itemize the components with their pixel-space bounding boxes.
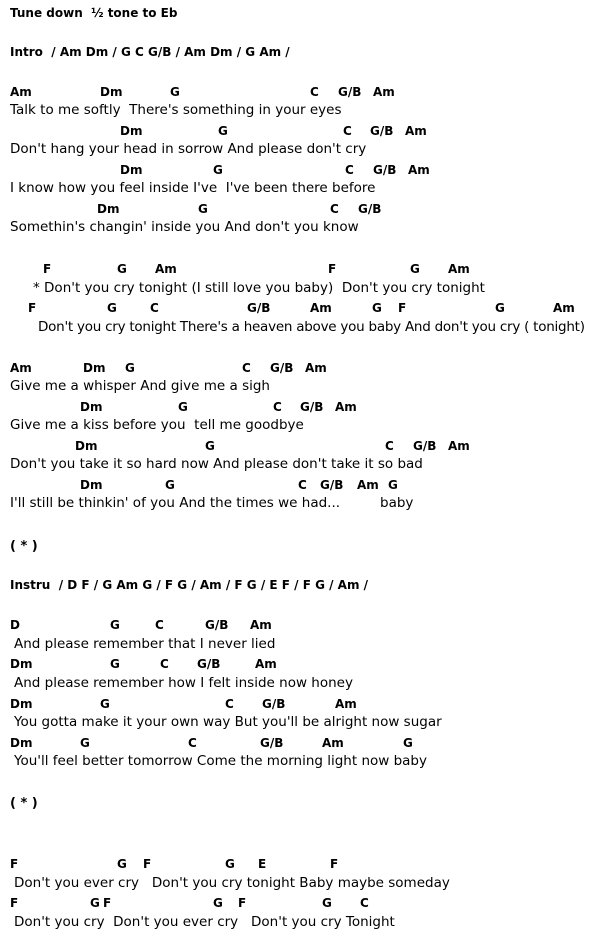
chord: Am	[255, 657, 277, 671]
chord: G	[213, 896, 223, 910]
chord: G/B	[373, 163, 397, 177]
lyric-line: Don't you cry tonight There's a heaven above you baby And don't you cry ( tonight)	[38, 319, 585, 335]
chord: F	[10, 857, 19, 871]
chord: F	[328, 262, 337, 276]
chord: G/B	[370, 124, 394, 138]
chord: G	[410, 262, 420, 276]
chord: G/B	[300, 400, 324, 414]
chord: F	[398, 301, 407, 315]
chord: Dm	[83, 361, 106, 375]
lyric-line: Somethin's changin' inside you And don't you know	[10, 219, 359, 235]
chord: Am	[155, 262, 177, 276]
lyric-line: Give me a whisper And give me a sigh	[10, 378, 270, 394]
chord: Dm	[10, 697, 33, 711]
chord: Am	[553, 301, 575, 315]
chord: C	[345, 163, 354, 177]
chord: G	[125, 361, 135, 375]
lyric-line: Don't hang your head in sorrow And please don't cry	[10, 141, 367, 157]
chord: G	[100, 697, 110, 711]
chorus-reference: ( * )	[10, 796, 38, 811]
lyric-line: Don't you take it so hard now And please don't take it so bad	[10, 456, 423, 472]
chord: Am	[448, 439, 470, 453]
chord: Dm	[100, 85, 123, 99]
chord: G	[225, 857, 235, 871]
chord: C	[298, 478, 307, 492]
chord: Am	[357, 478, 379, 492]
chord: G	[178, 400, 188, 414]
lyric-line: And please remember that I never lied	[14, 636, 276, 652]
chord: G/B	[413, 439, 437, 453]
lyric-line: I know how you feel inside I've I've been there before	[10, 180, 376, 196]
chord: G	[198, 202, 208, 216]
chord: E	[258, 857, 267, 871]
chord: D	[10, 618, 20, 632]
chord: C	[225, 697, 234, 711]
chord: Dm	[80, 478, 103, 492]
chorus-reference: ( * )	[10, 539, 38, 554]
chord: C	[273, 400, 282, 414]
chord: G	[80, 736, 90, 750]
chord: Am	[373, 85, 395, 99]
chord: Dm	[10, 736, 33, 750]
chord: G/B	[270, 361, 294, 375]
chord: G	[117, 262, 127, 276]
lyric-line: Don't you ever cry Don't you cry tonight Baby maybe someday	[14, 875, 450, 891]
chord: C	[385, 439, 394, 453]
chord: C	[188, 736, 197, 750]
chord: Am	[10, 361, 32, 375]
chord: Dm	[75, 439, 98, 453]
chord: G	[403, 736, 413, 750]
chord: G	[388, 478, 398, 492]
chord: F	[43, 262, 52, 276]
chord: Am	[310, 301, 332, 315]
chord: G/B	[197, 657, 221, 671]
chord: G/B	[205, 618, 229, 632]
chord: Am	[10, 85, 32, 99]
chord: Dm	[80, 400, 103, 414]
chord: G/B	[262, 697, 286, 711]
instrumental-progression: Instru / D F / G Am G / F G / Am / F G / E F / F G / Am /	[10, 578, 369, 592]
lyric-line: Talk to me softly There's something in your eyes	[10, 102, 342, 118]
chord: F	[143, 857, 152, 871]
chord: C	[310, 85, 319, 99]
chord: G/B	[358, 202, 382, 216]
chord: C	[155, 618, 164, 632]
lyric-line: I'll still be thinkin' of you And the times we had...	[10, 495, 341, 511]
chord: C	[150, 301, 159, 315]
chord: C	[330, 202, 339, 216]
lyric-line: And please remember how I felt inside now honey	[14, 675, 353, 691]
lyric-line: Don't you cry Don't you ever cry Don't you cry Tonight	[14, 914, 395, 930]
chord: G	[495, 301, 505, 315]
chord: Am	[405, 124, 427, 138]
chord: F	[330, 857, 339, 871]
chord: F	[28, 301, 37, 315]
chord: F	[238, 896, 247, 910]
lyric-line: You gotta make it your own way But you'll be alright now sugar	[14, 714, 442, 730]
chord: Dm	[10, 657, 33, 671]
chord: G	[205, 439, 215, 453]
chord: F	[103, 896, 112, 910]
lyric-line: * Don't you cry tonight (I still love you baby) Don't you cry tonight	[33, 280, 485, 296]
chord: C	[360, 896, 369, 910]
chord: G	[107, 301, 117, 315]
chord: Am	[250, 618, 272, 632]
chord: Am	[408, 163, 430, 177]
chord: G/B	[260, 736, 284, 750]
chord: Am	[335, 697, 357, 711]
chord: G	[110, 618, 120, 632]
chord: G	[90, 896, 100, 910]
chord: Am	[335, 400, 357, 414]
chord: C	[343, 124, 352, 138]
chord: G	[165, 478, 175, 492]
lyric-line: You'll feel better tomorrow Come the morning light now baby	[14, 753, 427, 769]
tuning-note: Tune down ½ tone to Eb	[10, 6, 178, 20]
chord: Dm	[120, 163, 143, 177]
chord: G/B	[338, 85, 362, 99]
intro-progression: Intro / Am Dm / G C G/B / Am Dm / G Am /	[10, 45, 290, 59]
chord: C	[160, 657, 169, 671]
chord: G	[110, 657, 120, 671]
chord: F	[10, 896, 19, 910]
chord: G	[372, 301, 382, 315]
chord: C	[242, 361, 251, 375]
chord: Am	[448, 262, 470, 276]
chord: Dm	[97, 202, 120, 216]
chord: Am	[305, 361, 327, 375]
chord: G	[218, 124, 228, 138]
chord: Am	[322, 736, 344, 750]
chord: G	[322, 896, 332, 910]
chord: G/B	[247, 301, 271, 315]
chord: G/B	[320, 478, 344, 492]
chord: Dm	[120, 124, 143, 138]
lyric-word: baby	[380, 495, 414, 511]
chord: G	[213, 163, 223, 177]
lyric-line: Give me a kiss before you tell me goodbye	[10, 417, 304, 433]
chord: G	[170, 85, 180, 99]
chord: G	[117, 857, 127, 871]
